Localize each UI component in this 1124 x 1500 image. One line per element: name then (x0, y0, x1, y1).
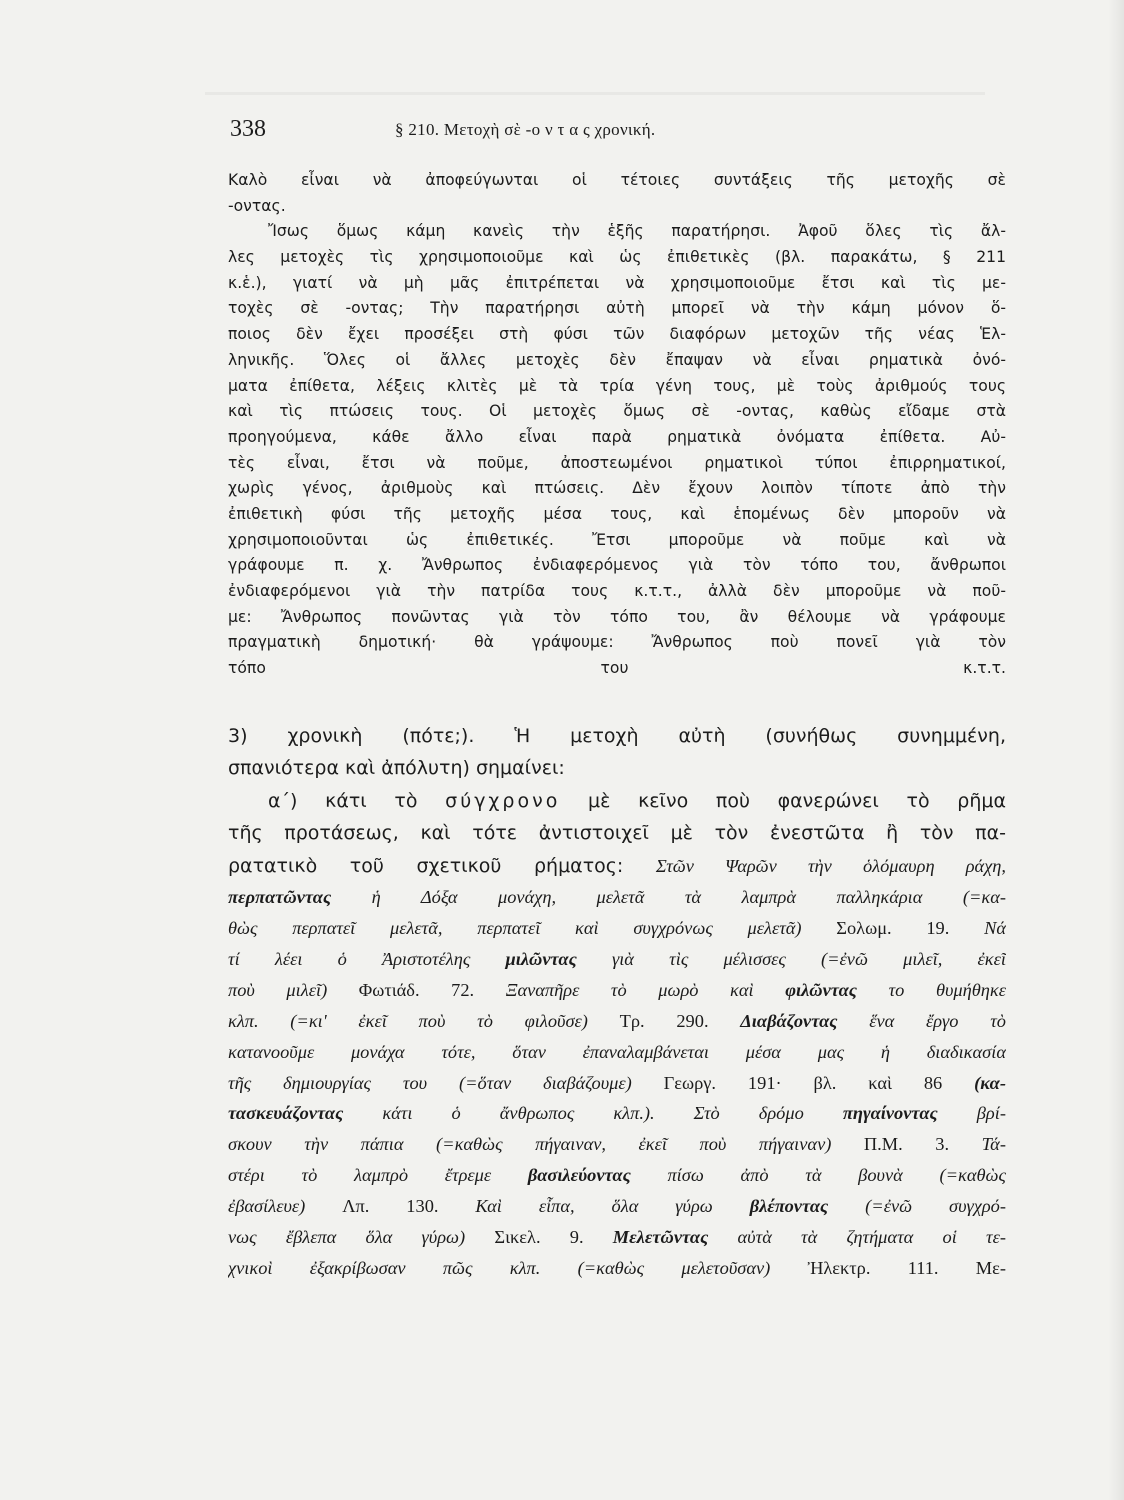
running-title: § 210. Μετοχὴ σὲ -ο ν τ α ς χρονική. (395, 120, 656, 139)
text-line: ρατατικὸ τοῦ σχετικοῦ ρήματος: Στῶν Ψαρῶν τὴν ὁλόμαυρη ράχη, (228, 854, 1006, 877)
example-line: τασκευάζοντας κάτι ὁ ἄνθρωπος κλπ.). Στὸ δρόμο πηγαίνοντας βρί- (228, 1103, 1006, 1124)
text-line: προηγούμενα, κάθε ἄλλο εἶναι παρὰ ρηματικὰ ὀνόματα ἐπίθετα. Αὐ- (228, 427, 1006, 446)
example-line: χνικοὶ ἐξακρίβωσαν πῶς κλπ. (=καθὼς μελετοῦσαν) Ἠλεκτρ. 111. Με- (228, 1257, 1006, 1278)
section-term: χρονικὴ (287, 724, 363, 747)
text-line: με: Ἄνθρωπος πονῶντας γιὰ τὸν τόπο του, ἂν θέλουμε νὰ γράφουμε (228, 607, 1006, 626)
section-number: 3) (228, 724, 248, 747)
example-line: περπατῶντας ἡ Δόξα μονάχη, μελετᾶ τὰ λαμπρὰ παλληκάρια (=κα- (228, 887, 1006, 908)
example-line: στέρι τὸ λαμπρὸ ἔτρεμε βασιλεύοντας πίσω ἀπὸ τὰ βουνὰ (=καθὼς (228, 1165, 1006, 1186)
text-line: χωρὶς γένος, ἀριθμοὺς καὶ πτώσεις. Δὲν ἔχουν λοιπὸν τίποτε ἀπὸ τὴν (228, 479, 1006, 498)
text-body (228, 168, 1006, 1284)
example-line: κατανοοῦμε μονάχα τότε, ὅταν ἐπαναλαμβάνεται μέσα μας ἡ διαδικασία (228, 1041, 1006, 1062)
example-line: σκουν τὴν πάπια (=καθὼς πήγαιναν, ἐκεῖ ποὺ πήγαιναν) Π.Μ. 3. Τά- (228, 1134, 1006, 1155)
example-line: νως ἔβλεπα ὅλα γύρω) Σικελ. 9. Μελετῶντας αὐτὰ τὰ ζητήματα οἱ τε- (228, 1227, 1006, 1248)
text-line: πραγματικὴ δημοτική· θὰ γράψουμε: Ἄνθρωπος ποὺ πονεῖ γιὰ τὸν (228, 633, 1006, 652)
text-line: τῆς προτάσεως, καὶ τότε ἀντιστοιχεῖ μὲ τὸν ἐνεστῶτα ἢ τὸν πα- (228, 822, 1006, 845)
text-line: κ.ἑ.), γιατί νὰ μὴ μᾶς ἐπιτρέπεται νὰ χρησιμοποιοῦμε ἔτσι καὶ τὶς με- (228, 273, 1006, 292)
show-through-line (205, 92, 985, 95)
text-line: σπανιότερα καὶ ἀπόλυτη) σημαίνει: (228, 757, 565, 780)
text-line: καὶ τὶς πτώσεις τους. Οἱ μετοχὲς ὅμως σὲ -οντας, καθὼς εἴδαμε στὰ (228, 402, 1006, 421)
example-line: ποὺ μιλεῖ) Φωτιάδ. 72. Ξαναπῆρε τὸ μωρὸ καὶ φιλῶντας το θυμήθηκε (228, 979, 1006, 1000)
section-heading-line (228, 720, 1006, 753)
text-line: ματα ἐπίθετα, λέξεις κλιτὲς μὲ τὰ τρία γένη τους, μὲ τοὺς ἀριθμούς τους (228, 376, 1006, 395)
text-line: γράφουμε π. χ. Ἄνθρωπος ἐνδιαφερόμενος γιὰ τὸν τόπο του, ἄνθρωποι (228, 556, 1006, 575)
text-line: τοχὲς σὲ -οντας; Τὴν παρατήρησι αὐτὴ μπορεῖ νὰ τὴν κάμη μόνον ὅ- (228, 299, 1006, 318)
spaced-term: σύγχρονο (445, 789, 561, 812)
example-line: τί λέει ὁ Ἀριστοτέλης μιλῶντας γιὰ τὶς μέλισσες (=ἐνῶ μιλεῖ, ἐκεῖ (228, 949, 1006, 970)
text-line: ἐπιθετικὴ φύσι τῆς μετοχῆς μέσα τους, καὶ ἑπομένως δὲν μποροῦν νὰ (228, 504, 1006, 523)
page-header (230, 116, 1010, 146)
text-line: ἐνδιαφερόμενοι γιὰ τὴν πατρίδα τους κ.τ.τ., ἀλλὰ δὲν μποροῦμε νὰ ποῦ- (228, 582, 1006, 600)
section-intro: (πότε;). Ἡ μετοχὴ αὐτὴ (συνήθως συνημμένη, (402, 724, 1006, 747)
example-line: ἐβασίλευε) Λπ. 130. Καὶ εἶπα, ὅλα γύρω βλέποντας (=ἐνῶ συγχρό- (228, 1196, 1006, 1217)
example-line: τῆς δημιουργίας του (=ὅταν διαβάζουμε) Γεωργ. 191· βλ. καὶ 86 (κα- (228, 1072, 1006, 1093)
text-line: Ἴσως ὅμως κάμη κανεὶς τὴν ἑξῆς παρατήρησι. Ἀφοῦ ὅλες τὶς ἄλ- (268, 222, 1006, 241)
example-line: θὼς περπατεῖ μελετᾶ, περπατεῖ καὶ συγχρόνως μελετᾶ) Σολωμ. 19. Νά (228, 918, 1006, 939)
page-edge-shadow (1108, 0, 1124, 1500)
text-line: τόπο του κ.τ.τ. (228, 659, 1006, 678)
subsection-line: α΄) κάτι τὸ σύγχρονο μὲ κεῖνο ποὺ φανερώνει τὸ ρῆμα (268, 789, 1006, 812)
text-line: ποιος δὲν ἔχει προσέξει στὴ φύσι τῶν διαφόρων μετοχῶν τῆς νέας Ἑλ- (228, 325, 1006, 344)
text-line: χρησιμοποιοῦνται ὡς ἐπιθετικές. Ἔτσι μποροῦμε νὰ ποῦμε καὶ νὰ (228, 530, 1006, 549)
text-line: ληνικῆς. Ὅλες οἱ ἄλλες μετοχὲς δὲν ἔπαψαν νὰ εἶναι ρηματικὰ ὀνό- (228, 350, 1006, 369)
text-line: τὲς εἶναι, ἔτσι νὰ ποῦμε, ἀποστεωμένοι ρηματικοὶ τύποι ἐπιρρηματικοί, (228, 453, 1006, 472)
example-line: κλπ. (=κι' ἐκεῖ ποὺ τὸ φιλοῦσε) Τρ. 290. Διαβάζοντας ἕνα ἔργο τὸ (228, 1010, 1006, 1031)
text-line: λες μετοχὲς τὶς χρησιμοποιοῦμε καὶ ὡς ἐπιθετικὲς (βλ. παρακάτω, § 211 (228, 248, 1006, 267)
text-line: -οντας. (228, 196, 286, 215)
page-number: 338 (230, 116, 266, 142)
text-line: Καλὸ εἶναι νὰ ἀποφεύγωνται οἱ τέτοιες συντάξεις τῆς μετοχῆς σὲ (228, 171, 1006, 189)
